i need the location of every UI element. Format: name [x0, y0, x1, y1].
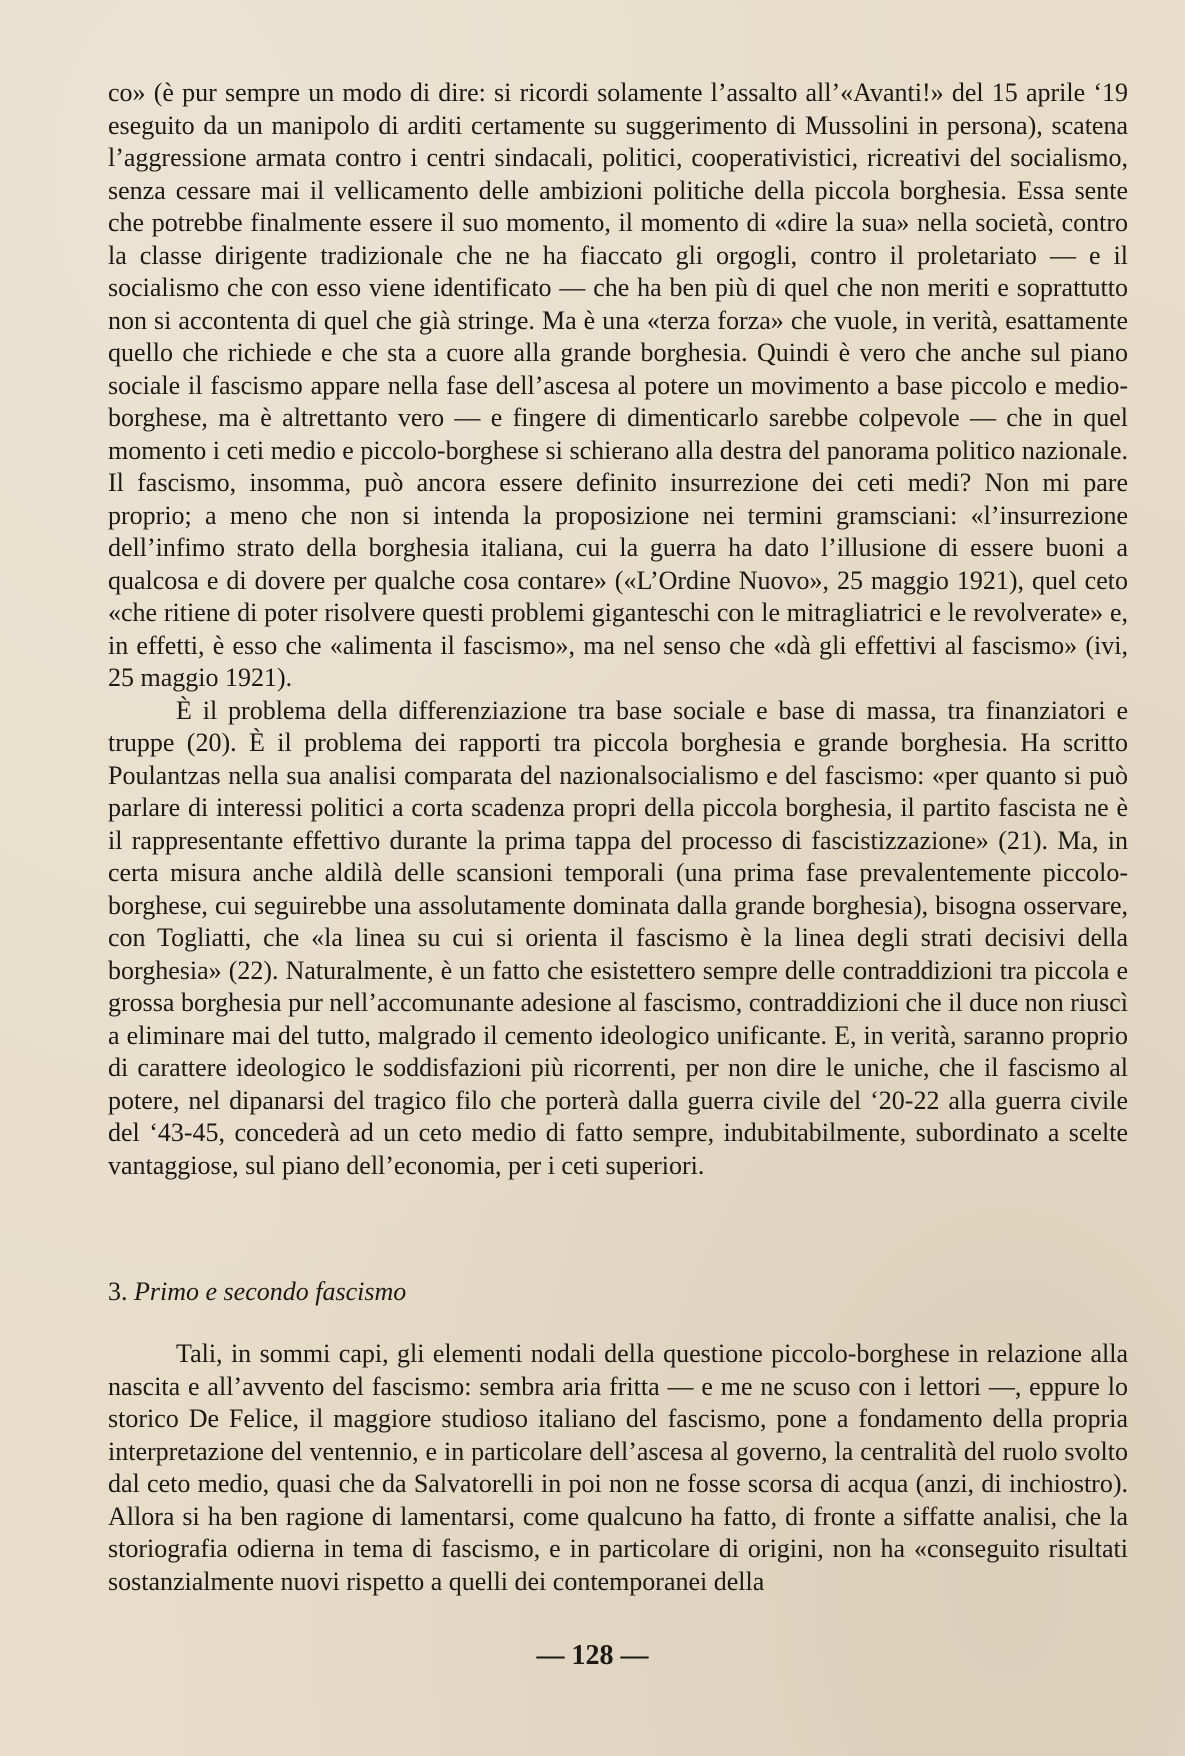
section-heading [108, 1276, 406, 1308]
paragraph: È il problema della differenziazione tra base sociale e base di massa, tra finanziatori e truppe (20). È il problema dei rapporti tra piccola borghesia e grande borghesia. Ha scritto Poulantzas nella sua analisi comparata del nazionalsocialismo e del fascismo: «per quanto si può parlare di interessi politici a corta scadenza propri della piccola borghesia, il partito fascista ne è il rappresentante effettivo durante la prima tappa del processo di fascistizzazione» (21). Ma, in certa misura anche aldilà delle scansioni temporali (una prima fase prevalentemente piccolo-borghese, cui seguirebbe una assolutamente dominata dalla grande borghesia), bisogna osservare, con Togliatti, che «la linea su cui si orienta il fascismo è la linea degli strati decisivi della borghesia» (22). Naturalmente, è un fatto che esistettero sempre delle contraddizioni tra piccola e grossa borghesia pur nell’accomunante adesione al fascismo, contraddizioni che il duce non riuscì a eliminare mai del tutto, malgrado il cemento ideologico unificante. E, in verità, saranno proprio di carattere ideologico le soddisfazioni più ricorrenti, per non dire le uniche, che il fascismo al potere, nel dipanarsi del tragico filo che porterà dalla guerra civile del ‘20-22 alla guerra civile del ‘43-45, concederà ad un ceto medio di fatto sempre, indubitabilmente, subordinato a scelte vantaggiose, sul piano dell’economia, per i ceti superiori. [108, 695, 1128, 1180]
paragraph-continued: co» (è pur sempre un modo di dire: si ricordi solamente l’assalto all’«Avanti!» del 15 aprile ‘19 eseguito da un manipolo di arditi certamente su suggerimento di Mussolini in persona), scatena l’aggressione armata contro i centri sindacali, politici, cooperativistici, ricreativi del socialismo, senza cessare mai il vellicamento delle ambizioni politiche della piccola borghesia. Essa sente che potrebbe finalmente essere il suo momento, il momento di «dire la sua» nella società, contro la classe dirigente tradizionale che ne ha fiaccato gli orgogli, contro il proletariato — e il socialismo che con esso viene identificato — che ha ben più di quel che non meriti e soprattutto non si accontenta di quel che già stringe. Ma è una «terza forza» che vuole, in verità, esattamente quello che richiede e che sta a cuore alla grande borghesia. Quindi è vero che anche sul piano sociale il fascismo appare nella fase dell’ascesa al potere un movimento a base piccolo e medio-borghese, ma è altrettanto vero — e fingere di dimenticarlo sarebbe colpevole — che in quel momento i ceti medio e piccolo-borghese si schierano alla destra del panorama politico nazionale. Il fascismo, insomma, può ancora essere definito insurrezione dei ceti medi? Non mi pare proprio; a meno che non si intenda la proposizione nei termini gramsciani: «l’insurrezione dell’infimo strato della borghesia italiana, cui la guerra ha dato l’illusione di essere buoni a qualcosa e di dovere per qualche cosa contare» («L’Ordine Nuovo», 25 maggio 1921), quel ceto «che ritiene di poter risolvere questi problemi giganteschi con le mitragliatrici e le revolverate» e, in effetti, è esso che «alimenta il fascismo», ma nel senso che «dà gli effettivi al fascismo» (ivi, 25 maggio 1921). [108, 78, 1128, 692]
paragraph: Tali, in sommi capi, gli elementi nodali della questione piccolo-borghese in relazione alla nascita e all’avvento del fascismo: sembra aria fritta — e me ne scuso con i lettori —, eppure lo storico De Felice, il maggiore studioso italiano del fascismo, pone a fondamento della propria interpretazione del ventennio, e in particolare dell’ascesa al governo, la centralità del ruolo svolto dal ceto medio, quasi che da Salvatorelli in poi non ne fosse scorsa di acqua (anzi, di inchiostro). Allora si ha ben ragione di lamentarsi, come qualcuno ha fatto, di fronte a siffatte analisi, che la storiografia odierna in tema di fascismo, e in particolare di origini, non ha «conseguito risultati sostanzialmente nuovi rispetto a quelli dei contemporanei della [108, 1339, 1128, 1596]
page-number: — 128 — [536, 1640, 649, 1671]
body-text-bottom [108, 1338, 1128, 1598]
body-text-top [108, 77, 1128, 1182]
section-number: 3. [108, 1277, 128, 1306]
section-title: Primo e secondo fascismo [134, 1277, 407, 1306]
